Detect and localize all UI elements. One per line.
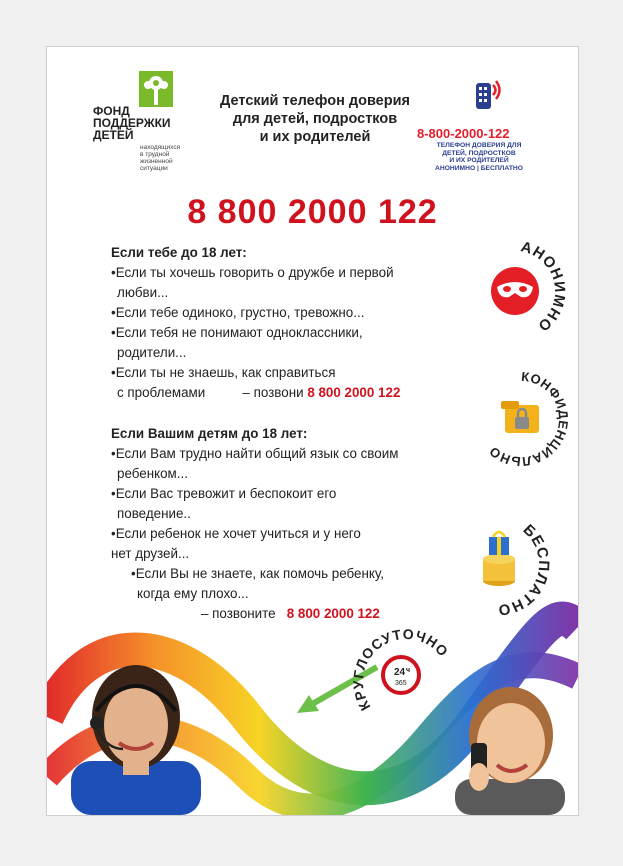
folder-lock-icon (501, 401, 539, 433)
list-item: с проблемами – позвони 8 800 2000 122 (117, 385, 401, 400)
free-label: БЕСПЛАТНО (496, 521, 553, 619)
hotline-number: 8-800-2000-122 (417, 126, 510, 141)
confidential-badge (471, 369, 571, 469)
page-title: Детский телефон доверия для детей, подростков и их родителей (220, 93, 410, 145)
fund-subtitle: находящихся в трудной жизненной ситуации (140, 144, 181, 172)
list-item: нет друзей... (111, 546, 190, 561)
operator-photo (61, 651, 211, 815)
list-item: когда ему плохо... (137, 586, 249, 601)
list-item: поведение.. (117, 506, 191, 521)
main-phone-number: 8 800 2000 122 (187, 193, 438, 231)
list-item: – позвоните 8 800 2000 122 (201, 606, 380, 621)
svg-text:ч: ч (406, 667, 411, 674)
kids-heading: Если тебе до 18 лет: (111, 245, 247, 260)
parents-heading: Если Вашим детям до 18 лет: (111, 426, 308, 441)
list-item: •Если тебе одиноко, грустно, тревожно... (111, 305, 365, 320)
list-item: •Если ребенок не хочет учиться и у него (111, 526, 361, 541)
list-item: родители... (117, 345, 187, 360)
list-item: любви... (117, 285, 169, 300)
hotline-subtitle: ТЕЛЕФОН ДОВЕРИЯ ДЛЯ ДЕТЕЙ, ПОДРОСТКОВ И ИХ РОДИТЕЛЕЙ АНОНИМНО | БЕСПЛАТНО (435, 142, 523, 172)
list-item: •Если тебя не понимают одноклассники, (111, 325, 363, 340)
round-clock-badge (341, 627, 461, 727)
list-item: •Если Вы не знаете, как помочь ребенку, (131, 566, 384, 581)
list-item: •Если Вас тревожит и беспокоит его (111, 486, 337, 501)
parents-call-number: 8 800 2000 122 (286, 606, 380, 621)
svg-text:24: 24 (394, 667, 406, 678)
round-clock-label: КРУГЛОСУТОЧНО (349, 627, 452, 714)
clock-icon (383, 657, 419, 693)
tree-hand-icon (139, 71, 173, 107)
gift-coins-icon (483, 532, 515, 586)
phone-hand-icon (462, 73, 506, 117)
list-item: •Если Вам трудно найти общий язык со своим (111, 446, 399, 461)
confidential-label: КОНФИДЕНЦИАЛЬНО (486, 369, 571, 469)
list-item: •Если ты не знаешь, как справиться (111, 365, 336, 380)
fund-name: ФОНД ПОДДЕРЖКИ ДЕТЕЙ (93, 104, 171, 142)
list-item: •Если ты хочешь говорить о дружбе и первой (111, 265, 394, 280)
kids-section (111, 243, 471, 403)
kids-call-number: 8 800 2000 122 (307, 385, 401, 400)
free-badge (443, 509, 553, 619)
anonymous-badge (461, 237, 569, 345)
list-item: ребенком... (117, 466, 188, 481)
anonymous-label: АНОНИМНО (518, 238, 569, 336)
poster (46, 46, 579, 816)
svg-text:365: 365 (395, 680, 407, 687)
fund-logo (139, 71, 173, 107)
